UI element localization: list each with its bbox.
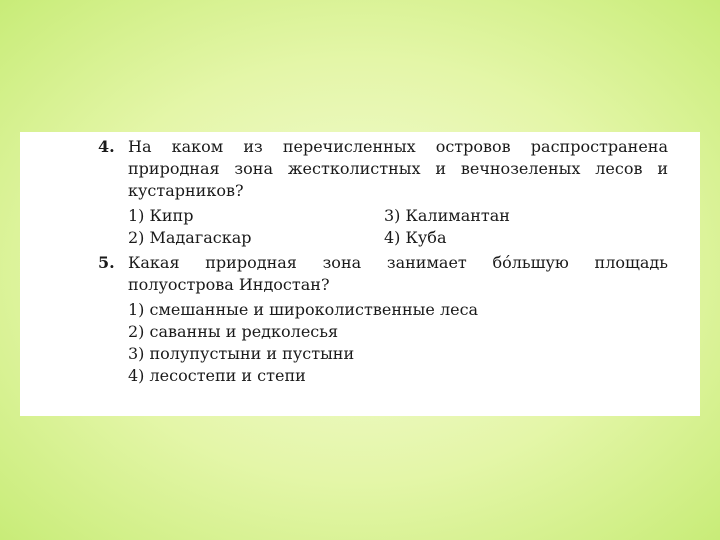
test-content [98, 136, 668, 387]
question-text: Какая природная зона занимает бóльшую площадь полуострова Индостан? [128, 253, 668, 294]
answer-option: 3) полупустыни и пустыни [128, 344, 355, 363]
answer-option: 4) Куба [384, 228, 447, 247]
answer-option: 2) саванны и редколесья [128, 322, 339, 341]
answer-option: 1) смешанные и широколиственные леса [128, 300, 479, 319]
answer-option: 1) Кипр [128, 206, 194, 225]
question-text: На каком из перечисленных островов распространена природная зона жестколистных и вечнозеленых лесов и кустарников? [128, 137, 668, 200]
answer-option: 3) Калимантан [384, 206, 510, 225]
answer-options [128, 299, 668, 387]
question-5 [98, 252, 668, 387]
answer-option: 2) Мадагаскар [128, 228, 252, 247]
question-4 [98, 136, 668, 249]
answer-options [128, 205, 668, 249]
question-number: 4. [98, 137, 115, 156]
answer-option: 4) лесостепи и степи [128, 366, 306, 385]
question-number: 5. [98, 253, 115, 272]
